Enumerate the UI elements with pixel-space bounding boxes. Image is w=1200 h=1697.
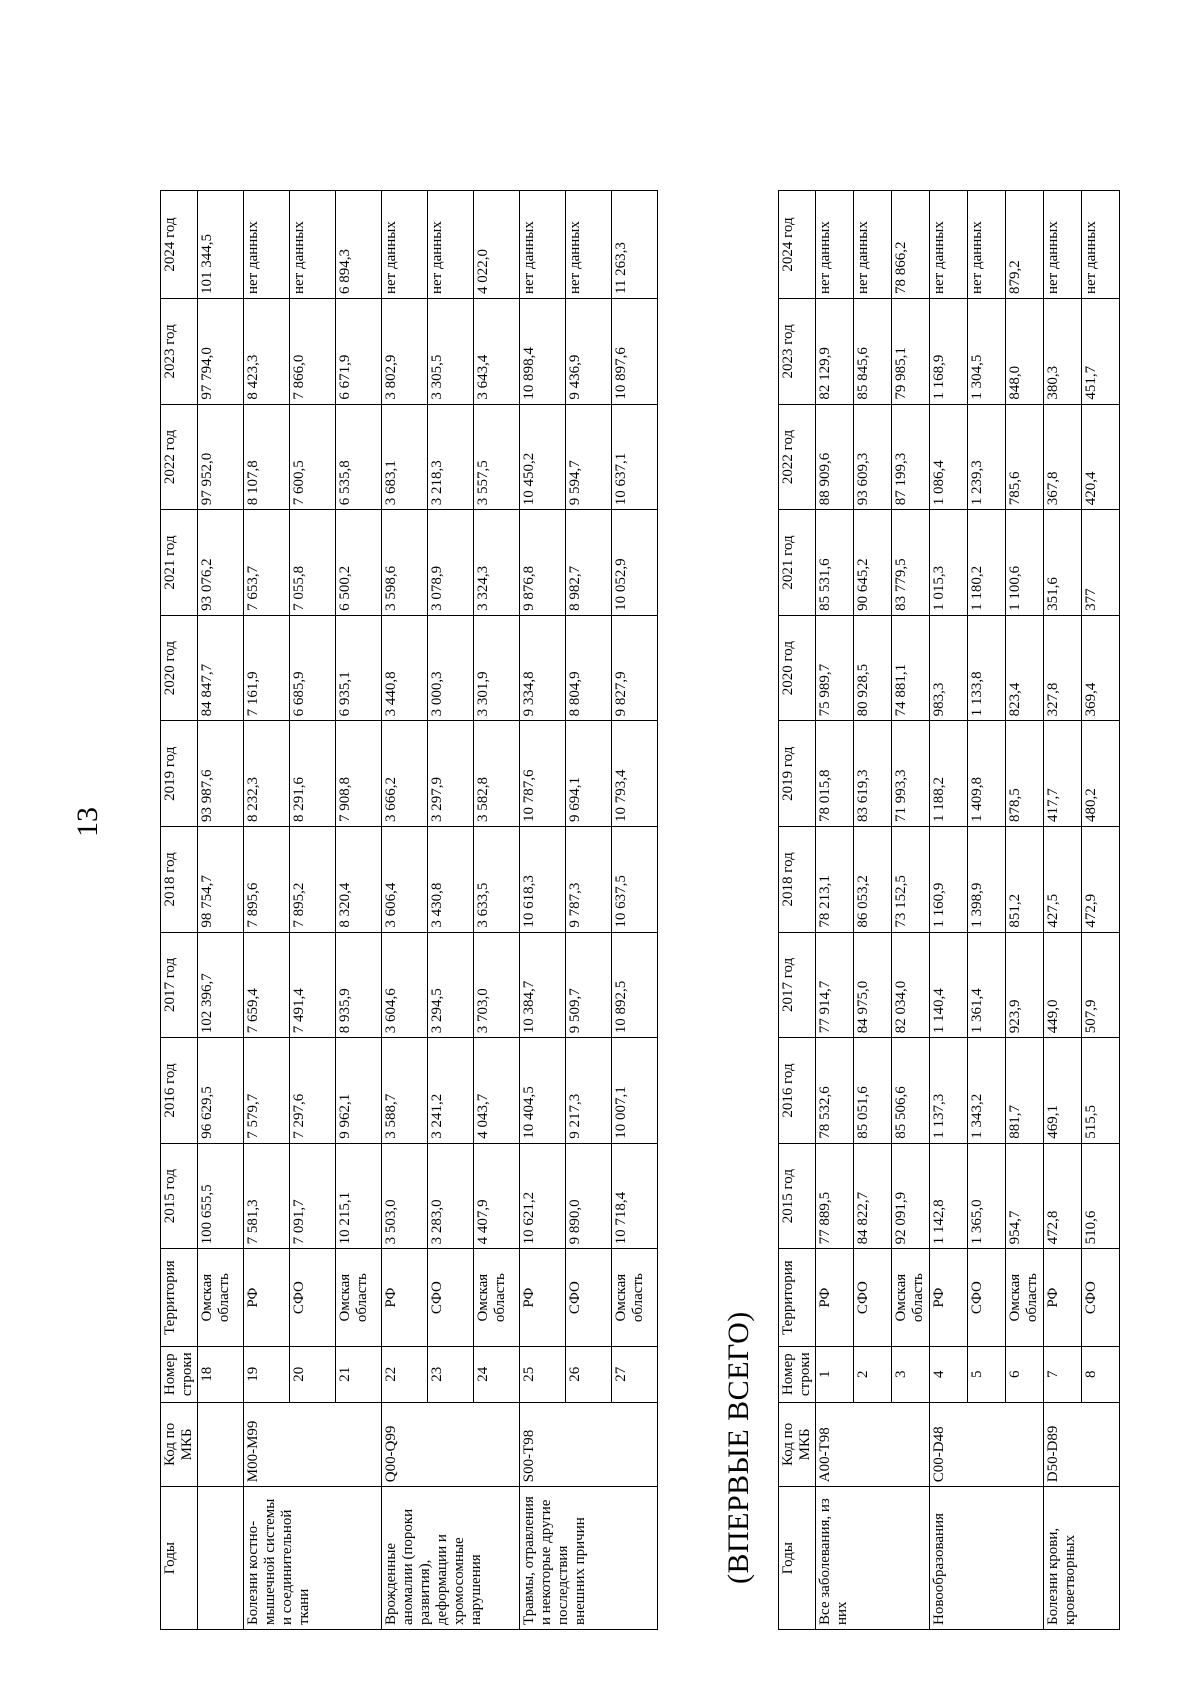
header-cell: 2015 год — [779, 1143, 816, 1249]
value-cell: 3 294,5 — [428, 932, 474, 1038]
value-cell: 7 895,2 — [290, 827, 336, 933]
value-cell: 10 892,5 — [612, 932, 658, 1038]
value-cell: нет данных — [290, 191, 336, 299]
header-cell: 2019 год — [161, 721, 198, 827]
territory-cell: Омская область — [198, 1249, 244, 1346]
value-cell: 10 787,6 — [520, 721, 566, 827]
value-cell: 351,6 — [1044, 510, 1082, 616]
row-number-cell: 22 — [382, 1346, 428, 1402]
value-cell: 7 895,6 — [244, 827, 290, 933]
territory-cell: СФО — [1082, 1249, 1120, 1346]
header-cell: Годы — [779, 1487, 816, 1630]
territory-cell: СФО — [968, 1249, 1006, 1346]
value-cell: нет данных — [566, 191, 612, 299]
value-cell: 1 188,2 — [930, 721, 968, 827]
value-cell: 480,2 — [1082, 721, 1120, 827]
value-cell: 1 168,9 — [930, 299, 968, 405]
value-cell: 10 621,2 — [520, 1143, 566, 1249]
value-cell: 1 100,6 — [1006, 510, 1044, 616]
header-cell: 2024 год — [161, 191, 198, 299]
value-cell: 848,0 — [1006, 299, 1044, 405]
value-cell: 510,6 — [1082, 1143, 1120, 1249]
value-cell: 8 804,9 — [566, 615, 612, 721]
value-cell: 3 598,6 — [382, 510, 428, 616]
value-cell: 7 908,8 — [336, 721, 382, 827]
territory-cell: СФО — [566, 1249, 612, 1346]
value-cell: 472,9 — [1082, 827, 1120, 933]
value-cell: 10 718,4 — [612, 1143, 658, 1249]
value-cell: 420,4 — [1082, 404, 1120, 510]
table-row — [520, 191, 566, 1630]
value-cell: 1 140,4 — [930, 932, 968, 1038]
header-cell: Годы — [161, 1487, 198, 1630]
group-name-cell — [198, 1487, 244, 1630]
value-cell: 983,3 — [930, 615, 968, 721]
value-cell: 1 160,9 — [930, 827, 968, 933]
row-number-cell: 4 — [930, 1346, 968, 1402]
header-cell: 2015 год — [161, 1143, 198, 1249]
value-cell: 7 297,6 — [290, 1038, 336, 1144]
territory-cell: СФО — [428, 1249, 474, 1346]
territory-cell: РФ — [520, 1249, 566, 1346]
group-name-cell: Травмы, отравления и некоторые другие последствия внешних причин — [520, 1487, 658, 1630]
table-row — [244, 191, 290, 1630]
value-cell: 8 320,4 — [336, 827, 382, 933]
value-cell: 8 107,8 — [244, 404, 290, 510]
value-cell: 1 409,8 — [968, 721, 1006, 827]
value-cell: 515,5 — [1082, 1038, 1120, 1144]
value-cell: 7 161,9 — [244, 615, 290, 721]
icd-code-cell: Q00-Q99 — [382, 1402, 520, 1487]
group-name-cell: Новообразования — [930, 1487, 1044, 1630]
header-cell: 2019 год — [779, 721, 816, 827]
value-cell: 86 053,2 — [854, 827, 892, 933]
territory-cell: Омская область — [612, 1249, 658, 1346]
value-cell: 7 653,7 — [244, 510, 290, 616]
value-cell: 93 987,6 — [198, 721, 244, 827]
value-cell: 785,6 — [1006, 404, 1044, 510]
value-cell: 7 579,7 — [244, 1038, 290, 1144]
value-cell: 7 091,7 — [290, 1143, 336, 1249]
value-cell: 879,2 — [1006, 191, 1044, 299]
territory-cell: РФ — [244, 1249, 290, 1346]
value-cell: 1 361,4 — [968, 932, 1006, 1038]
value-cell: 3 557,5 — [474, 404, 520, 510]
morbidity-table-2 — [778, 190, 1120, 1630]
value-cell: 507,9 — [1082, 932, 1120, 1038]
value-cell: 7 491,4 — [290, 932, 336, 1038]
icd-code-cell: C00-D48 — [930, 1402, 1044, 1487]
value-cell: 1 142,8 — [930, 1143, 968, 1249]
value-cell: 96 629,5 — [198, 1038, 244, 1144]
group-name-cell: Болезни костно-мышечной системы и соединительной ткани — [244, 1487, 382, 1630]
row-number-cell: 20 — [290, 1346, 336, 1402]
value-cell: 3 588,7 — [382, 1038, 428, 1144]
value-cell: 10 898,4 — [520, 299, 566, 405]
value-cell: 6 500,2 — [336, 510, 382, 616]
value-cell: 6 935,1 — [336, 615, 382, 721]
table-row — [816, 191, 854, 1630]
value-cell: 3 606,4 — [382, 827, 428, 933]
value-cell: 377 — [1082, 510, 1120, 616]
value-cell: 84 847,7 — [198, 615, 244, 721]
value-cell: 6 894,3 — [336, 191, 382, 299]
value-cell: 85 531,6 — [816, 510, 854, 616]
value-cell: 10 384,7 — [520, 932, 566, 1038]
value-cell: 823,4 — [1006, 615, 1044, 721]
row-number-cell: 27 — [612, 1346, 658, 1402]
value-cell: 8 423,3 — [244, 299, 290, 405]
value-cell: 4 022,0 — [474, 191, 520, 299]
value-cell: 1 398,9 — [968, 827, 1006, 933]
value-cell: 1 304,5 — [968, 299, 1006, 405]
value-cell: 9 694,1 — [566, 721, 612, 827]
territory-cell: РФ — [930, 1249, 968, 1346]
value-cell: 449,0 — [1044, 932, 1082, 1038]
value-cell: 100 655,5 — [198, 1143, 244, 1249]
value-cell: нет данных — [428, 191, 474, 299]
header-cell: Территория — [779, 1249, 816, 1346]
value-cell: 93 609,3 — [854, 404, 892, 510]
header-cell: 2022 год — [161, 404, 198, 510]
row-number-cell: 5 — [968, 1346, 1006, 1402]
value-cell: нет данных — [382, 191, 428, 299]
value-cell: 74 881,1 — [892, 615, 930, 721]
table-header-row — [779, 191, 816, 1630]
value-cell: 78 213,1 — [816, 827, 854, 933]
row-number-cell: 1 — [816, 1346, 854, 1402]
row-number-cell: 26 — [566, 1346, 612, 1402]
territory-cell: РФ — [816, 1249, 854, 1346]
header-cell: 2020 год — [779, 615, 816, 721]
value-cell: 10 637,1 — [612, 404, 658, 510]
value-cell: 9 509,7 — [566, 932, 612, 1038]
value-cell: 3 283,0 — [428, 1143, 474, 1249]
value-cell: 9 962,1 — [336, 1038, 382, 1144]
value-cell: 1 343,2 — [968, 1038, 1006, 1144]
row-number-cell: 7 — [1044, 1346, 1082, 1402]
value-cell: 97 952,0 — [198, 404, 244, 510]
value-cell: 1 239,3 — [968, 404, 1006, 510]
value-cell: 851,2 — [1006, 827, 1044, 933]
value-cell: 92 091,9 — [892, 1143, 930, 1249]
row-number-cell: 18 — [198, 1346, 244, 1402]
value-cell: 84 975,0 — [854, 932, 892, 1038]
value-cell: 6 671,9 — [336, 299, 382, 405]
value-cell: 84 822,7 — [854, 1143, 892, 1249]
value-cell: 367,8 — [1044, 404, 1082, 510]
header-cell: 2017 год — [779, 932, 816, 1038]
value-cell: 4 043,7 — [474, 1038, 520, 1144]
value-cell: 80 928,5 — [854, 615, 892, 721]
value-cell: 77 914,7 — [816, 932, 854, 1038]
value-cell: 97 794,0 — [198, 299, 244, 405]
value-cell: 88 909,6 — [816, 404, 854, 510]
value-cell: 3 000,3 — [428, 615, 474, 721]
header-cell: 2018 год — [779, 827, 816, 933]
value-cell: 3 582,8 — [474, 721, 520, 827]
header-cell: 2020 год — [161, 615, 198, 721]
header-cell: 2023 год — [161, 299, 198, 405]
value-cell: 10 215,1 — [336, 1143, 382, 1249]
value-cell: 101 344,5 — [198, 191, 244, 299]
value-cell: 10 618,3 — [520, 827, 566, 933]
value-cell: 71 993,3 — [892, 721, 930, 827]
header-cell: 2022 год — [779, 404, 816, 510]
value-cell: 78 015,8 — [816, 721, 854, 827]
value-cell: 10 007,1 — [612, 1038, 658, 1144]
icd-code-cell: S00-T98 — [520, 1402, 658, 1487]
value-cell: 3 297,9 — [428, 721, 474, 827]
value-cell: 78 866,2 — [892, 191, 930, 299]
table-row — [1044, 191, 1082, 1630]
value-cell: 472,8 — [1044, 1143, 1082, 1249]
value-cell: 3 633,5 — [474, 827, 520, 933]
header-cell: Номер строки — [779, 1346, 816, 1402]
icd-code-cell: M00-M99 — [244, 1402, 382, 1487]
icd-code-cell: D50-D89 — [1044, 1402, 1120, 1487]
header-cell: 2018 год — [161, 827, 198, 933]
value-cell: 78 532,6 — [816, 1038, 854, 1144]
value-cell: 10 637,5 — [612, 827, 658, 933]
value-cell: 3 301,9 — [474, 615, 520, 721]
value-cell: 7 659,4 — [244, 932, 290, 1038]
value-cell: 369,4 — [1082, 615, 1120, 721]
value-cell: 8 982,7 — [566, 510, 612, 616]
value-cell: 85 506,6 — [892, 1038, 930, 1144]
value-cell: 451,7 — [1082, 299, 1120, 405]
page-number: 13 — [71, 807, 104, 837]
row-number-cell: 19 — [244, 1346, 290, 1402]
value-cell: 469,1 — [1044, 1038, 1082, 1144]
table-row — [198, 191, 244, 1630]
value-cell: 10 404,5 — [520, 1038, 566, 1144]
value-cell: 954,7 — [1006, 1143, 1044, 1249]
value-cell: 1 180,2 — [968, 510, 1006, 616]
icd-code-cell: A00-T98 — [816, 1402, 930, 1487]
value-cell: 7 055,8 — [290, 510, 336, 616]
table-header-row — [161, 191, 198, 1630]
value-cell: 881,7 — [1006, 1038, 1044, 1144]
value-cell: 1 133,8 — [968, 615, 1006, 721]
value-cell: 79 985,1 — [892, 299, 930, 405]
value-cell: нет данных — [244, 191, 290, 299]
value-cell: 3 503,0 — [382, 1143, 428, 1249]
territory-cell: Омская область — [474, 1249, 520, 1346]
value-cell: 7 581,3 — [244, 1143, 290, 1249]
value-cell: 3 604,6 — [382, 932, 428, 1038]
value-cell: нет данных — [816, 191, 854, 299]
value-cell: 3 324,3 — [474, 510, 520, 616]
territory-cell: РФ — [382, 1249, 428, 1346]
row-number-cell: 8 — [1082, 1346, 1120, 1402]
header-cell: Номер строки — [161, 1346, 198, 1402]
territory-cell: Омская область — [1006, 1249, 1044, 1346]
header-cell: 2023 год — [779, 299, 816, 405]
value-cell: 3 666,2 — [382, 721, 428, 827]
header-cell: 2021 год — [779, 510, 816, 616]
value-cell: 8 291,6 — [290, 721, 336, 827]
value-cell: 3 440,8 — [382, 615, 428, 721]
value-cell: 73 152,5 — [892, 827, 930, 933]
value-cell: 380,3 — [1044, 299, 1082, 405]
value-cell: 9 436,9 — [566, 299, 612, 405]
header-cell: Код по МКБ — [161, 1402, 198, 1487]
value-cell: 3 643,4 — [474, 299, 520, 405]
row-number-cell: 25 — [520, 1346, 566, 1402]
value-cell: 427,5 — [1044, 827, 1082, 933]
value-cell: нет данных — [1082, 191, 1120, 299]
value-cell: 1 086,4 — [930, 404, 968, 510]
value-cell: 10 052,9 — [612, 510, 658, 616]
value-cell: 11 263,3 — [612, 191, 658, 299]
territory-cell: СФО — [290, 1249, 336, 1346]
row-number-cell: 3 — [892, 1346, 930, 1402]
value-cell: нет данных — [968, 191, 1006, 299]
row-number-cell: 24 — [474, 1346, 520, 1402]
value-cell: 1 137,3 — [930, 1038, 968, 1144]
value-cell: 8 935,9 — [336, 932, 382, 1038]
value-cell: нет данных — [930, 191, 968, 299]
table-row — [382, 191, 428, 1630]
value-cell: 82 034,0 — [892, 932, 930, 1038]
icd-code-cell — [198, 1402, 244, 1487]
value-cell: 9 876,8 — [520, 510, 566, 616]
value-cell: 9 334,8 — [520, 615, 566, 721]
row-number-cell: 6 — [1006, 1346, 1044, 1402]
value-cell: 83 619,3 — [854, 721, 892, 827]
value-cell: 3 305,5 — [428, 299, 474, 405]
value-cell: 83 779,5 — [892, 510, 930, 616]
value-cell: 3 078,9 — [428, 510, 474, 616]
value-cell: 9 594,7 — [566, 404, 612, 510]
value-cell: 3 802,9 — [382, 299, 428, 405]
territory-cell: Омская область — [892, 1249, 930, 1346]
territory-cell: Омская область — [336, 1249, 382, 1346]
group-name-cell: Врожденные аномалии (пороки развития), деформации и хромосомные нарушения — [382, 1487, 520, 1630]
table-row — [930, 191, 968, 1630]
value-cell: 327,8 — [1044, 615, 1082, 721]
territory-cell: СФО — [854, 1249, 892, 1346]
value-cell: 85 051,6 — [854, 1038, 892, 1144]
value-cell: 98 754,7 — [198, 827, 244, 933]
group-name-cell: Все заболевания, из них — [816, 1487, 930, 1630]
value-cell: 9 827,9 — [612, 615, 658, 721]
value-cell: 6 535,8 — [336, 404, 382, 510]
value-cell: 6 685,9 — [290, 615, 336, 721]
value-cell: 90 645,2 — [854, 510, 892, 616]
value-cell: нет данных — [1044, 191, 1082, 299]
value-cell: 417,7 — [1044, 721, 1082, 827]
value-cell: 3 218,3 — [428, 404, 474, 510]
header-cell: 2016 год — [779, 1038, 816, 1144]
value-cell: нет данных — [854, 191, 892, 299]
value-cell: 75 989,7 — [816, 615, 854, 721]
value-cell: 9 217,3 — [566, 1038, 612, 1144]
value-cell: 1 365,0 — [968, 1143, 1006, 1249]
value-cell: 10 793,4 — [612, 721, 658, 827]
value-cell: 3 430,8 — [428, 827, 474, 933]
value-cell: 3 683,1 — [382, 404, 428, 510]
row-number-cell: 23 — [428, 1346, 474, 1402]
value-cell: 878,5 — [1006, 721, 1044, 827]
value-cell: 77 889,5 — [816, 1143, 854, 1249]
value-cell: 923,9 — [1006, 932, 1044, 1038]
value-cell: 9 890,0 — [566, 1143, 612, 1249]
row-number-cell: 21 — [336, 1346, 382, 1402]
value-cell: 4 407,9 — [474, 1143, 520, 1249]
group-name-cell: Болезни крови, кроветворных — [1044, 1487, 1120, 1630]
value-cell: 7 866,0 — [290, 299, 336, 405]
value-cell: 3 703,0 — [474, 932, 520, 1038]
header-cell: 2017 год — [161, 932, 198, 1038]
value-cell: 85 845,6 — [854, 299, 892, 405]
value-cell: 10 897,6 — [612, 299, 658, 405]
value-cell: 8 232,3 — [244, 721, 290, 827]
row-number-cell: 2 — [854, 1346, 892, 1402]
value-cell: 102 396,7 — [198, 932, 244, 1038]
territory-cell: РФ — [1044, 1249, 1082, 1346]
header-cell: 2024 год — [779, 191, 816, 299]
morbidity-table-1 — [160, 190, 658, 1630]
value-cell: нет данных — [520, 191, 566, 299]
value-cell: 87 199,3 — [892, 404, 930, 510]
value-cell: 7 600,5 — [290, 404, 336, 510]
header-cell: Территория — [161, 1249, 198, 1346]
section-title: (ВПЕРВЫЕ ВСЕГО) — [722, 1311, 755, 1584]
header-cell: 2016 год — [161, 1038, 198, 1144]
header-cell: Код по МКБ — [779, 1402, 816, 1487]
header-cell: 2021 год — [161, 510, 198, 616]
value-cell: 10 450,2 — [520, 404, 566, 510]
value-cell: 1 015,3 — [930, 510, 968, 616]
value-cell: 93 076,2 — [198, 510, 244, 616]
value-cell: 82 129,9 — [816, 299, 854, 405]
value-cell: 9 787,3 — [566, 827, 612, 933]
value-cell: 3 241,2 — [428, 1038, 474, 1144]
